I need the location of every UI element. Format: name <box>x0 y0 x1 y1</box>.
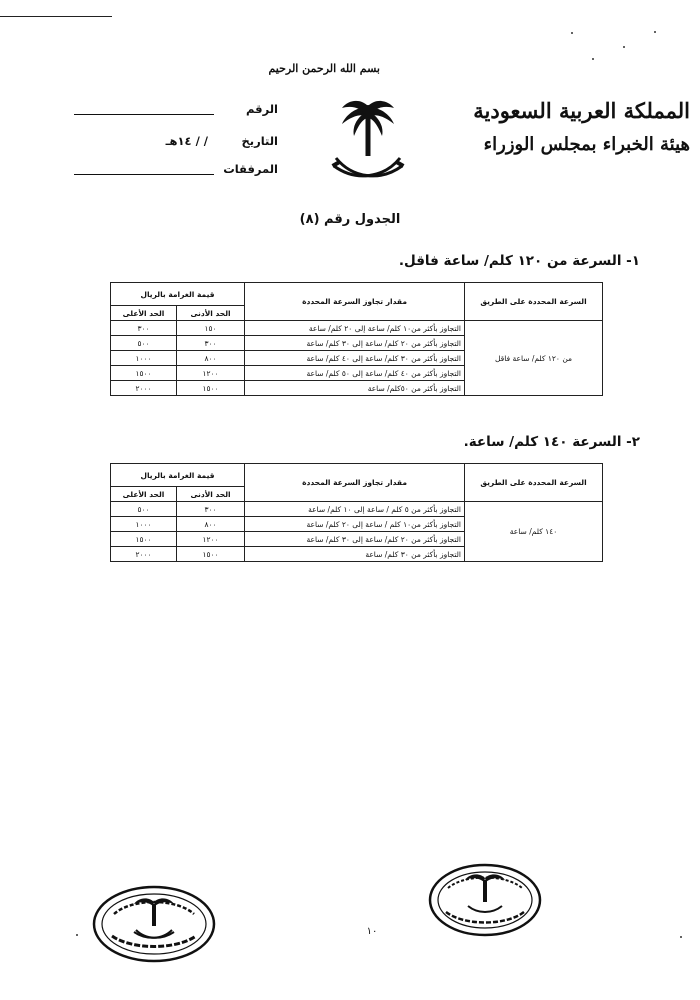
min-cell: ١٥٠٠ <box>177 547 245 562</box>
section-heading: ٢- السرعة ١٤٠ كلم/ ساعة. <box>463 434 640 450</box>
excess-header: مقدار تجاوز السرعة المحددة <box>245 464 465 502</box>
max-cell: ٣٠٠ <box>111 321 177 336</box>
top-rule <box>0 16 112 17</box>
speed-value-cell: ١٤٠ كلم/ ساعة <box>465 502 603 562</box>
excess-cell: التجاوز بأكثر من ٥٠كلم/ ساعة <box>245 381 465 396</box>
fine-group-header: قيمة الغرامة بالريال <box>111 283 245 306</box>
authority-name: هيئة الخبراء بمجلس الوزراء <box>483 134 690 155</box>
excess-cell: التجاوز بأكثر من ٢٠ كلم/ ساعة إلى ٣٠ كلم/ ساعة <box>245 532 465 547</box>
min-cell: ٣٠٠ <box>177 502 245 517</box>
date-line <box>78 132 278 152</box>
scan-speck <box>571 32 573 34</box>
page-number: ١٠ <box>366 926 378 937</box>
kingdom-name: المملكة العربية السعودية <box>473 98 690 123</box>
max-cell: ١٠٠٠ <box>111 351 177 366</box>
max-cell: ٢٠٠٠ <box>111 547 177 562</box>
min-cell: ١٢٠٠ <box>177 532 245 547</box>
speed-limit-header: السرعة المحددة على الطريق <box>465 283 603 321</box>
fines-table-1 <box>110 282 603 396</box>
fines-table-2 <box>110 463 603 562</box>
excess-cell: التجاوز بأكثر من١٠ كلم / ساعة إلى ٢٠ كلم/ ساعة <box>245 517 465 532</box>
right-seal-stamp-icon <box>428 862 542 938</box>
date-placeholder: / / ١٤هـ <box>165 134 208 148</box>
fine-group-header: قيمة الغرامة بالريال <box>111 464 245 487</box>
section-heading: ١- السرعة من ١٢٠ كلم/ ساعة فاقل. <box>398 253 640 269</box>
min-cell: ١٢٠٠ <box>177 366 245 381</box>
max-cell: ١٥٠٠ <box>111 366 177 381</box>
max-cell: ٥٠٠ <box>111 502 177 517</box>
min-header: الحد الأدنى <box>177 487 245 502</box>
speed-limit-header: السرعة المحددة على الطريق <box>465 464 603 502</box>
excess-cell: التجاوز بأكثر من١٠ كلم/ ساعة إلى ٢٠ كلم/ ساعة <box>245 321 465 336</box>
table-row <box>111 502 603 517</box>
saudi-emblem-icon <box>330 96 406 192</box>
min-cell: ٣٠٠ <box>177 336 245 351</box>
max-cell: ١٥٠٠ <box>111 532 177 547</box>
excess-cell: التجاوز بأكثر من ٤٠ كلم/ ساعة إلى ٥٠ كلم/ ساعة <box>245 366 465 381</box>
reference-blank <box>74 114 214 115</box>
reference-label: الرقم <box>246 102 278 116</box>
excess-cell: التجاوز بأكثر من ٣٠ كلم/ ساعة <box>245 547 465 562</box>
scan-speck <box>592 58 594 60</box>
table-title: الجدول رقم (٨) <box>299 212 401 227</box>
max-header: الحد الأعلى <box>111 487 177 502</box>
min-cell: ٨٠٠ <box>177 517 245 532</box>
scan-speck <box>623 46 625 48</box>
max-cell: ٥٠٠ <box>111 336 177 351</box>
max-cell: ٢٠٠٠ <box>111 381 177 396</box>
min-header: الحد الأدنى <box>177 306 245 321</box>
excess-header: مقدار تجاوز السرعة المحددة <box>245 283 465 321</box>
date-label: التاريخ <box>241 134 278 148</box>
max-header: الحد الأعلى <box>111 306 177 321</box>
min-cell: ١٥٠ <box>177 321 245 336</box>
attachments-blank <box>74 174 214 175</box>
attachments-line <box>60 160 278 180</box>
scan-speck <box>76 934 78 936</box>
min-cell: ١٥٠٠ <box>177 381 245 396</box>
scan-speck <box>654 31 656 33</box>
table-row <box>111 321 603 336</box>
left-seal-stamp-icon <box>92 884 216 964</box>
max-cell: ١٠٠٠ <box>111 517 177 532</box>
scan-speck <box>680 936 682 938</box>
reference-line <box>60 100 278 120</box>
excess-cell: التجاوز بأكثر من ٢٠ كلم/ ساعة إلى ٣٠ كلم/ ساعة <box>245 336 465 351</box>
basmala: بسم الله الرحمن الرحيم <box>268 62 380 75</box>
speed-value-cell: من ١٢٠ كلم/ ساعة فاقل <box>465 321 603 396</box>
attachments-label: المرفقات <box>223 162 278 176</box>
excess-cell: التجاوز بأكثر من ٥ كلم / ساعة إلى ١٠ كلم/ ساعة <box>245 502 465 517</box>
min-cell: ٨٠٠ <box>177 351 245 366</box>
excess-cell: التجاوز بأكثر من ٣٠ كلم/ ساعة إلى ٤٠ كلم/ ساعة <box>245 351 465 366</box>
